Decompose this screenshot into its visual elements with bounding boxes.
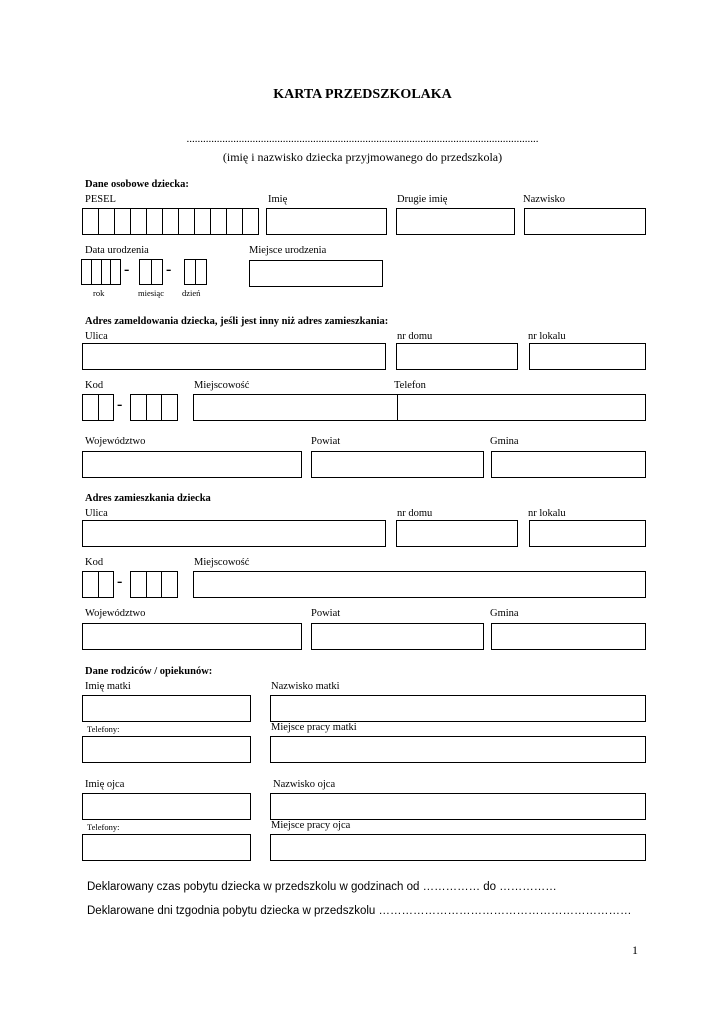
registered-address-heading: Adres zameldowania dziecka, jeśli jest inny niż adres zamieszkania:	[85, 316, 389, 327]
declared-hours: Deklarowany czas pobytu dziecka w przedszkolu w godzinach od …………… do ……………	[87, 881, 557, 893]
reg-street-label: Ulica	[85, 331, 108, 342]
reg-city-field[interactable]	[193, 394, 398, 421]
reg-postcode-part1[interactable]	[82, 394, 114, 421]
res-postcode-part2[interactable]	[130, 571, 178, 598]
day-caption: dzień	[182, 288, 201, 298]
res-postcode-part1[interactable]	[82, 571, 114, 598]
father-phones-label: Telefony:	[87, 822, 120, 832]
res-flat-no-field[interactable]	[529, 520, 646, 547]
father-work-label: Miejsce pracy ojca	[271, 820, 351, 831]
res-voivodeship-field[interactable]	[82, 623, 302, 650]
reg-phone-label: Telefon	[394, 380, 426, 391]
res-flat-no-label: nr lokalu	[528, 508, 566, 519]
declared-days: Deklarowane dni tzgodnia pobytu dziecka w przedszkolu …………………………………………………………	[87, 905, 632, 917]
res-street-label: Ulica	[85, 508, 108, 519]
res-county-label: Powiat	[311, 608, 341, 619]
child-name-line[interactable]: ................................................................................................................................	[186, 133, 539, 145]
surname-label: Nazwisko	[523, 194, 565, 205]
first-name-field[interactable]	[266, 208, 387, 235]
res-city-label: Miejscowość	[194, 557, 250, 568]
month-caption: miesiąc	[138, 288, 164, 298]
pesel-field[interactable]	[82, 208, 259, 235]
birth-month-field[interactable]	[139, 259, 163, 285]
res-county-field[interactable]	[311, 623, 484, 650]
date-separator: -	[166, 261, 172, 278]
reg-commune-field[interactable]	[491, 451, 646, 478]
mother-name-label: Imię matki	[85, 681, 131, 692]
reg-phone-field[interactable]	[397, 394, 646, 421]
res-house-no-field[interactable]	[396, 520, 518, 547]
child-name-caption: (imię i nazwisko dziecka przyjmowanego do przedszkola)	[222, 150, 503, 164]
date-separator: -	[124, 261, 130, 278]
year-caption: rok	[93, 288, 105, 298]
reg-street-field[interactable]	[82, 343, 386, 370]
mother-work-field[interactable]	[270, 736, 646, 763]
reg-voivodeship-label: Województwo	[85, 436, 146, 447]
parents-heading: Dane rodziców / opiekunów:	[85, 666, 213, 677]
page-number: 1	[632, 943, 638, 957]
reg-flat-no-label: nr lokalu	[528, 331, 566, 342]
father-name-field[interactable]	[82, 793, 251, 820]
mother-phones-label: Telefony:	[87, 724, 120, 734]
reg-house-no-label: nr domu	[397, 331, 433, 342]
reg-county-label: Powiat	[311, 436, 341, 447]
mother-name-field[interactable]	[82, 695, 251, 722]
reg-house-no-field[interactable]	[396, 343, 518, 370]
res-street-field[interactable]	[82, 520, 386, 547]
reg-postcode-label: Kod	[85, 380, 104, 391]
father-name-label: Imię ojca	[85, 779, 125, 790]
first-name-label: Imię	[268, 194, 288, 205]
birth-place-field[interactable]	[249, 260, 383, 287]
res-house-no-label: nr domu	[397, 508, 433, 519]
res-city-field[interactable]	[193, 571, 646, 598]
res-commune-label: Gmina	[490, 608, 519, 619]
mother-surname-label: Nazwisko matki	[271, 681, 340, 692]
father-surname-label: Nazwisko ojca	[273, 779, 336, 790]
father-work-field[interactable]	[270, 834, 646, 861]
second-name-label: Drugie imię	[397, 194, 448, 205]
mother-work-label: Miejsce pracy matki	[271, 722, 357, 733]
res-voivodeship-label: Województwo	[85, 608, 146, 619]
personal-data-heading: Dane osobowe dziecka:	[85, 179, 189, 190]
father-phones-field[interactable]	[82, 834, 251, 861]
reg-commune-label: Gmina	[490, 436, 519, 447]
res-postcode-label: Kod	[85, 557, 104, 568]
residence-address-heading: Adres zamieszkania dziecka	[85, 493, 211, 504]
second-name-field[interactable]	[396, 208, 515, 235]
reg-voivodeship-field[interactable]	[82, 451, 302, 478]
father-surname-field[interactable]	[270, 793, 646, 820]
form-title: KARTA PRZEDSZKOLAKA	[273, 87, 452, 102]
birth-place-label: Miejsce urodzenia	[249, 245, 327, 256]
reg-county-field[interactable]	[311, 451, 484, 478]
reg-postcode-part2[interactable]	[130, 394, 178, 421]
surname-field[interactable]	[524, 208, 646, 235]
birth-date-label: Data urodzenia	[85, 245, 149, 256]
mother-phones-field[interactable]	[82, 736, 251, 763]
reg-flat-no-field[interactable]	[529, 343, 646, 370]
birth-day-field[interactable]	[184, 259, 207, 285]
reg-city-label: Miejscowość	[194, 380, 250, 391]
pesel-label: PESEL	[85, 194, 116, 205]
mother-surname-field[interactable]	[270, 695, 646, 722]
birth-year-field[interactable]	[81, 259, 121, 285]
postcode-separator: -	[117, 573, 123, 590]
postcode-separator: -	[117, 396, 123, 413]
res-commune-field[interactable]	[491, 623, 646, 650]
